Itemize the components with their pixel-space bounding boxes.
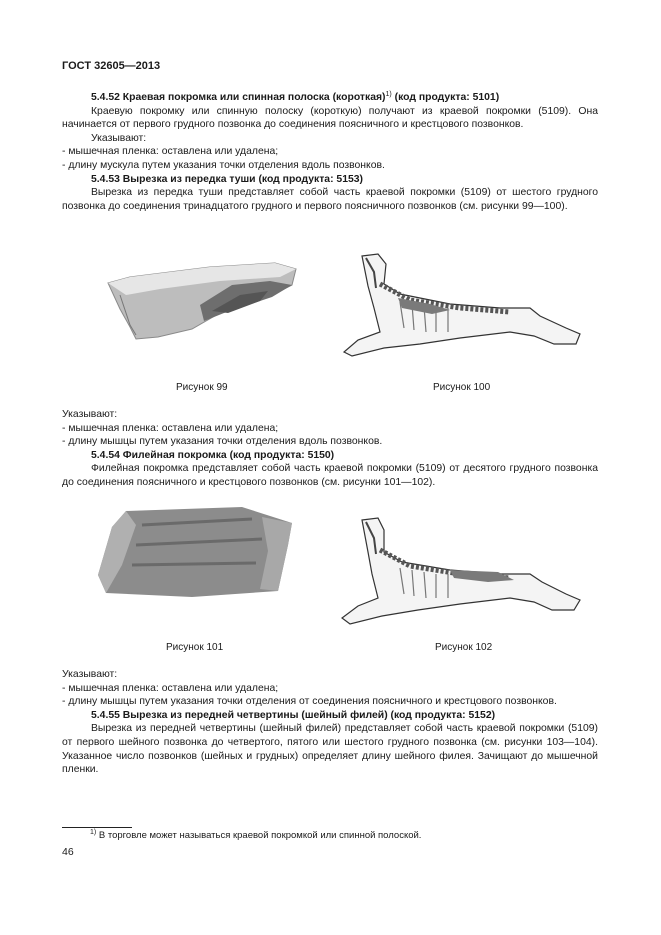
list-item: - длину мышцы путем указания точки отделения от соединения поясничного и крестцового позвонков. <box>62 696 557 708</box>
paragraph: Филейная покромка представляет собой часть краевой покромки (5109) от десятого грудного позвонка до соединения поясничного и крестцового позвонков (см. рисунки 101—102). <box>62 463 598 488</box>
heading-text: 5.4.52 Краевая покромка или спинная полоска (короткая) <box>91 92 386 103</box>
figure-102-caption: Рисунок 102 <box>435 642 493 653</box>
document-header: ГОСТ 32605—2013 <box>62 60 161 72</box>
label-ukazyvayut: Указывают: <box>62 669 118 680</box>
figure-102-image <box>338 512 586 630</box>
list-item: - длину мышцы путем указания точки отделения вдоль позвонков. <box>62 436 383 448</box>
section-heading <box>62 91 598 105</box>
paragraph: Вырезка из передней четвертины (шейный филей) представляет собой часть краевой покромки (5109) от первого шейного позвонка до четвертого, пятого или шестого грудного позвонка (см. рисунки 103—104). Указанное число позвонков (шейных и грудных) определяет длину шейного филея. Зачищают до мышечной пленки. <box>62 723 598 776</box>
list-item: - мышечная пленка: оставлена или удалена; <box>62 682 279 694</box>
label-ukazyvayut: Указывают: <box>62 409 118 420</box>
figure-101-caption: Рисунок 101 <box>166 642 224 653</box>
section-heading: 5.4.53 Вырезка из передка туши (код продукта: 5153) <box>91 173 363 185</box>
list-item: - длину мускула путем указания точки отделения вдоль позвонков. <box>62 159 385 171</box>
footnote-ref: 1) <box>385 91 392 98</box>
section-heading: 5.4.55 Вырезка из передней четвертины (шейный филей) (код продукта: 5152) <box>91 709 496 721</box>
figure-101-image <box>92 505 302 600</box>
section-heading: 5.4.54 Филейная покромка (код продукта: 5150) <box>91 449 335 461</box>
paragraph: Краевую покромку или спинную полоску (короткую) получают из краевой покромки (5109). Она начинается от первого грудного позвонка до соединения поясничного и крестцового позвонков. <box>62 105 598 131</box>
list-item: - мышечная пленка: оставлена или удалена; <box>62 422 279 434</box>
figure-99-image <box>100 255 300 345</box>
footnote-mark: 1) <box>90 829 97 836</box>
section-5-4-54-details <box>62 668 598 777</box>
list-item: - мышечная пленка: оставлена или удалена; <box>62 146 279 158</box>
section-5-4-52 <box>62 91 598 213</box>
heading-code: (код продукта: 5101) <box>391 92 500 103</box>
paragraph: Вырезка из передка туши представляет собой часть краевой покромки (5109) от шестого грудного позвонка до соединения тринадцатого грудного и первого поясничного позвонков (см. рисунки 99—100). <box>62 187 598 212</box>
section-5-4-53-details <box>62 408 598 490</box>
figure-100-caption: Рисунок 100 <box>433 382 491 393</box>
figure-100-image <box>340 248 585 363</box>
footnote-separator <box>62 827 132 828</box>
footnote <box>90 829 421 843</box>
page-number: 46 <box>62 846 74 858</box>
figure-99-caption: Рисунок 99 <box>176 382 228 393</box>
footnote-text: В торговле может называться краевой покромкой или спинной полоской. <box>96 830 422 841</box>
label-ukazyvayut: Указывают: <box>91 132 147 144</box>
